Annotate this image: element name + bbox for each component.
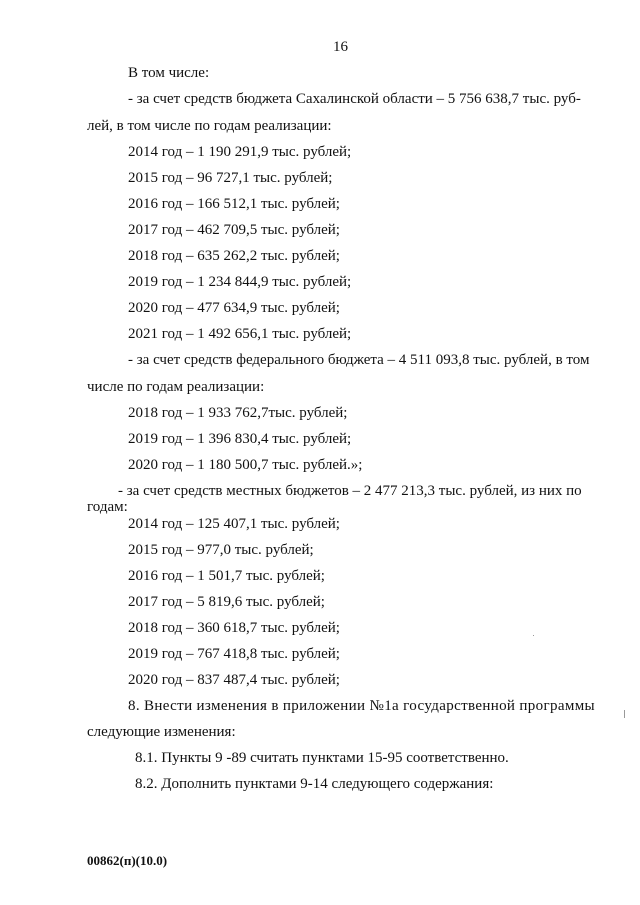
footer-code: 00862(п)(10.0) (87, 853, 168, 868)
local-year-2020: 2020 год – 837 487,4 тыс. рублей; (128, 672, 340, 688)
federal-year-2020: 2020 год – 1 180 500,7 тыс. рублей.»; (128, 457, 363, 473)
item8-line1: 8. Внести изменения в приложении №1а государственной программы (128, 698, 595, 714)
regional-year-2018: 2018 год – 635 262,2 тыс. рублей; (128, 248, 340, 264)
local-year-2016: 2016 год – 1 501,7 тыс. рублей; (128, 568, 325, 584)
regional-year-2021: 2021 год – 1 492 656,1 тыс. рублей; (128, 326, 352, 342)
federal-year-2018: 2018 год – 1 933 762,7тыс. рублей; (128, 405, 348, 421)
federal-budget-line1: - за счет средств федерального бюджета – 4 511 093,8 тыс. рублей, в том (128, 352, 590, 368)
federal-year-2019: 2019 год – 1 396 830,4 тыс. рублей; (128, 431, 352, 447)
local-budget-line1: - за счет средств местных бюджетов – 2 477 213,3 тыс. рублей, из них по (118, 483, 582, 499)
regional-year-2019: 2019 год – 1 234 844,9 тыс. рублей; (128, 274, 352, 290)
regional-budget-line1: - за счет средств бюджета Сахалинской области – 5 756 638,7 тыс. руб- (128, 91, 581, 107)
intro-text: В том числе: (128, 65, 210, 81)
local-year-2015: 2015 год – 977,0 тыс. рублей; (128, 542, 314, 558)
local-budget-line2: годам: (87, 499, 128, 515)
regional-year-2015: 2015 год – 96 727,1 тыс. рублей; (128, 170, 333, 186)
regional-year-2014: 2014 год – 1 190 291,9 тыс. рублей; (128, 144, 352, 160)
regional-budget-line2: лей, в том числе по годам реализации: (87, 118, 332, 134)
regional-year-2016: 2016 год – 166 512,1 тыс. рублей; (128, 196, 340, 212)
page-number: 16 (333, 39, 348, 55)
local-year-2018: 2018 год – 360 618,7 тыс. рублей; (128, 620, 340, 636)
local-year-2014: 2014 год – 125 407,1 тыс. рублей; (128, 516, 340, 532)
item8-sub1: 8.1. Пункты 9 -89 считать пунктами 15-95 соответственно. (135, 750, 509, 766)
scan-speck (533, 635, 534, 636)
local-year-2017: 2017 год – 5 819,6 тыс. рублей; (128, 594, 325, 610)
regional-year-2017: 2017 год – 462 709,5 тыс. рублей; (128, 222, 340, 238)
regional-year-2020: 2020 год – 477 634,9 тыс. рублей; (128, 300, 340, 316)
local-year-2019: 2019 год – 767 418,8 тыс. рублей; (128, 646, 340, 662)
item8-sub2: 8.2. Дополнить пунктами 9-14 следующего содержания: (135, 776, 494, 792)
item8-line2: следующие изменения: (87, 724, 236, 740)
scan-speck (624, 710, 625, 718)
federal-budget-line2: числе по годам реализации: (87, 379, 265, 395)
